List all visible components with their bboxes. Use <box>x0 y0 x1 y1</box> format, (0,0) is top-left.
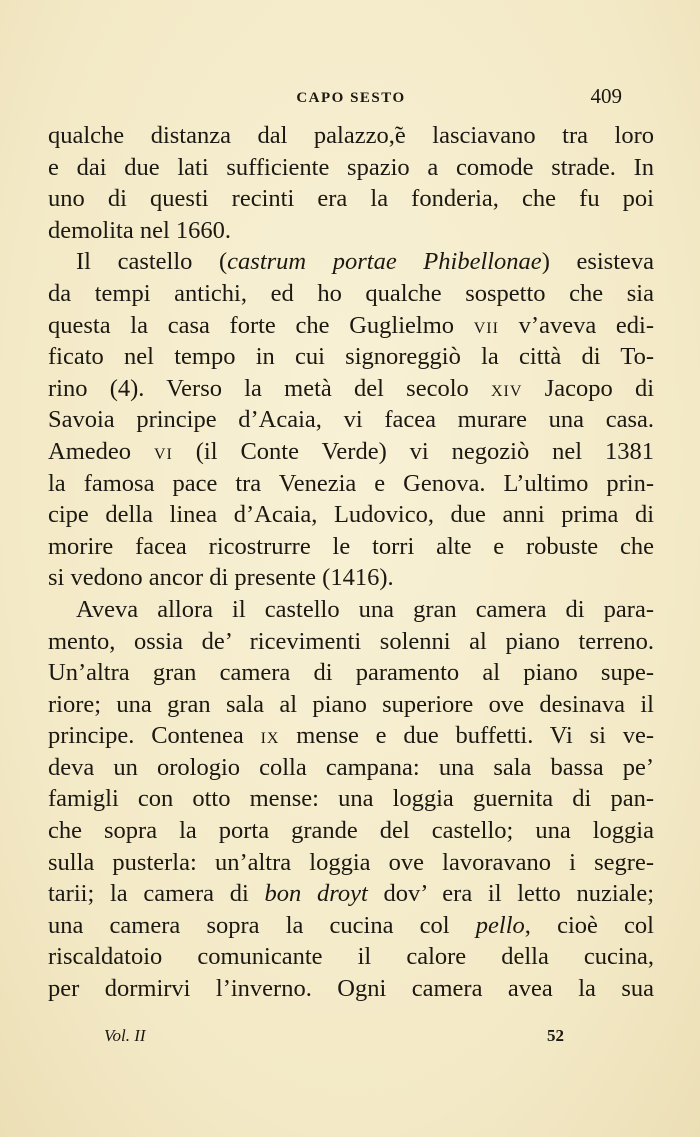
volume-label: Vol. II <box>104 1026 146 1045</box>
text-segment: Amedeo <box>48 437 154 465</box>
signature-mark: 52 <box>547 1026 564 1045</box>
roman-numeral: VI <box>153 445 173 463</box>
text-segment: si vedono ancor di presente (1416). <box>48 564 394 592</box>
text-segment: mento, ossia de’ ricevimenti solenni al piano terreno. <box>48 627 654 655</box>
text-segment: una camera sopra la cucina col <box>48 911 476 939</box>
text-line <box>48 847 654 879</box>
text-line <box>48 941 654 973</box>
italic-text: bon droyt <box>264 880 368 908</box>
text-segment: principe. Contenea <box>48 722 261 750</box>
text-line <box>48 246 654 278</box>
text-segment: v’aveva edi- <box>498 311 654 339</box>
text-segment: la famosa pace tra Venezia e Genova. L’ultimo prin- <box>48 469 654 497</box>
text-segment: riscaldatoio comunicante il calore della cucina, <box>48 943 654 971</box>
text-line <box>48 120 654 152</box>
text-segment: deva un orologio colla campana: una sala bassa pe’ <box>48 753 654 781</box>
text-segment: mense e due buffetti. Vi si ve- <box>279 722 655 750</box>
text-line <box>48 436 654 468</box>
text-line <box>48 373 654 405</box>
text-segment: cipe della linea d’Acaia, Ludovico, due anni prima di <box>48 501 654 529</box>
roman-numeral: IX <box>260 730 280 748</box>
text-segment: che sopra la porta grande del castello; una loggia <box>48 817 654 845</box>
text-line <box>48 215 654 247</box>
page-number: 409 <box>590 84 622 108</box>
text-line <box>48 562 654 594</box>
text-segment: , cioè col <box>524 911 654 939</box>
text-line <box>48 657 654 689</box>
text-segment: uno di questi recinti era la fonderia, che fu poi <box>48 185 654 213</box>
text-segment: per dormirvi l’inverno. Ogni camera avea la sua <box>48 975 654 1003</box>
chapter-title: CAPO SESTO <box>296 90 406 106</box>
text-segment: e lasciavano tra loro <box>394 122 655 149</box>
italic-text: pello <box>475 911 525 939</box>
page-footer <box>48 1026 654 1056</box>
text-line <box>48 499 654 531</box>
text-segment: tarii; la camera di <box>48 880 265 908</box>
text-segment: (il Conte Verde) vi negoziò nel 1381 <box>172 437 654 465</box>
text-segment: qualche distanza dal palazzo, <box>48 122 395 149</box>
text-segment: ) esisteva <box>541 248 655 276</box>
text-segment: Jacopo di <box>522 374 655 402</box>
text-line <box>48 973 654 1005</box>
text-segment: morire facea ricostrurre le torri alte e robuste che <box>48 532 654 560</box>
text-line <box>48 720 654 752</box>
italic-text: castrum portae Phibellonae <box>227 248 542 276</box>
text-line <box>48 783 654 815</box>
text-segment: riore; una gran sala al piano superiore ove desinava il <box>48 690 654 718</box>
roman-numeral: XIV <box>491 382 523 400</box>
text-line <box>48 626 654 658</box>
text-line <box>48 531 654 563</box>
text-segment: rino (4). Verso la metà del secolo <box>48 374 491 402</box>
text-segment: Savoia principe d’Acaia, vi facea murare una casa. <box>48 406 654 434</box>
text-segment: e dai due lati sufficiente spazio a comode strade. In <box>48 153 654 181</box>
text-segment: questa la casa forte che Guglielmo <box>48 311 474 339</box>
text-line <box>48 815 654 847</box>
text-line <box>48 152 654 184</box>
text-line <box>48 183 654 215</box>
text-segment: dov’ era il letto nuziale; <box>367 880 655 908</box>
text-line <box>48 278 654 310</box>
text-segment: Un’altra gran camera di paramento al piano supe- <box>48 659 654 687</box>
text-line <box>48 878 654 910</box>
text-segment: da tempi antichi, ed ho qualche sospetto che sia <box>48 279 654 307</box>
text-segment: sulla pusterla: un’altra loggia ove lavoravano i segre- <box>48 848 654 876</box>
text-segment: famigli con otto mense: una loggia guernita di pan- <box>48 785 654 813</box>
text-line <box>48 310 654 342</box>
text-line <box>48 404 654 436</box>
text-segment: ficato nel tempo in cui signoreggiò la città di To- <box>48 343 654 371</box>
text-segment: Aveva allora il castello una gran camera di para- <box>76 595 654 623</box>
text-line <box>48 689 654 721</box>
roman-numeral: VII <box>473 319 499 337</box>
body-text <box>48 120 654 1005</box>
text-segment: Il castello ( <box>76 248 228 276</box>
text-segment: demolita nel 1660. <box>48 216 232 244</box>
running-head <box>48 84 654 114</box>
text-line <box>48 752 654 784</box>
text-line <box>48 594 654 626</box>
text-line <box>48 341 654 373</box>
text-line <box>48 468 654 500</box>
text-line <box>48 910 654 942</box>
